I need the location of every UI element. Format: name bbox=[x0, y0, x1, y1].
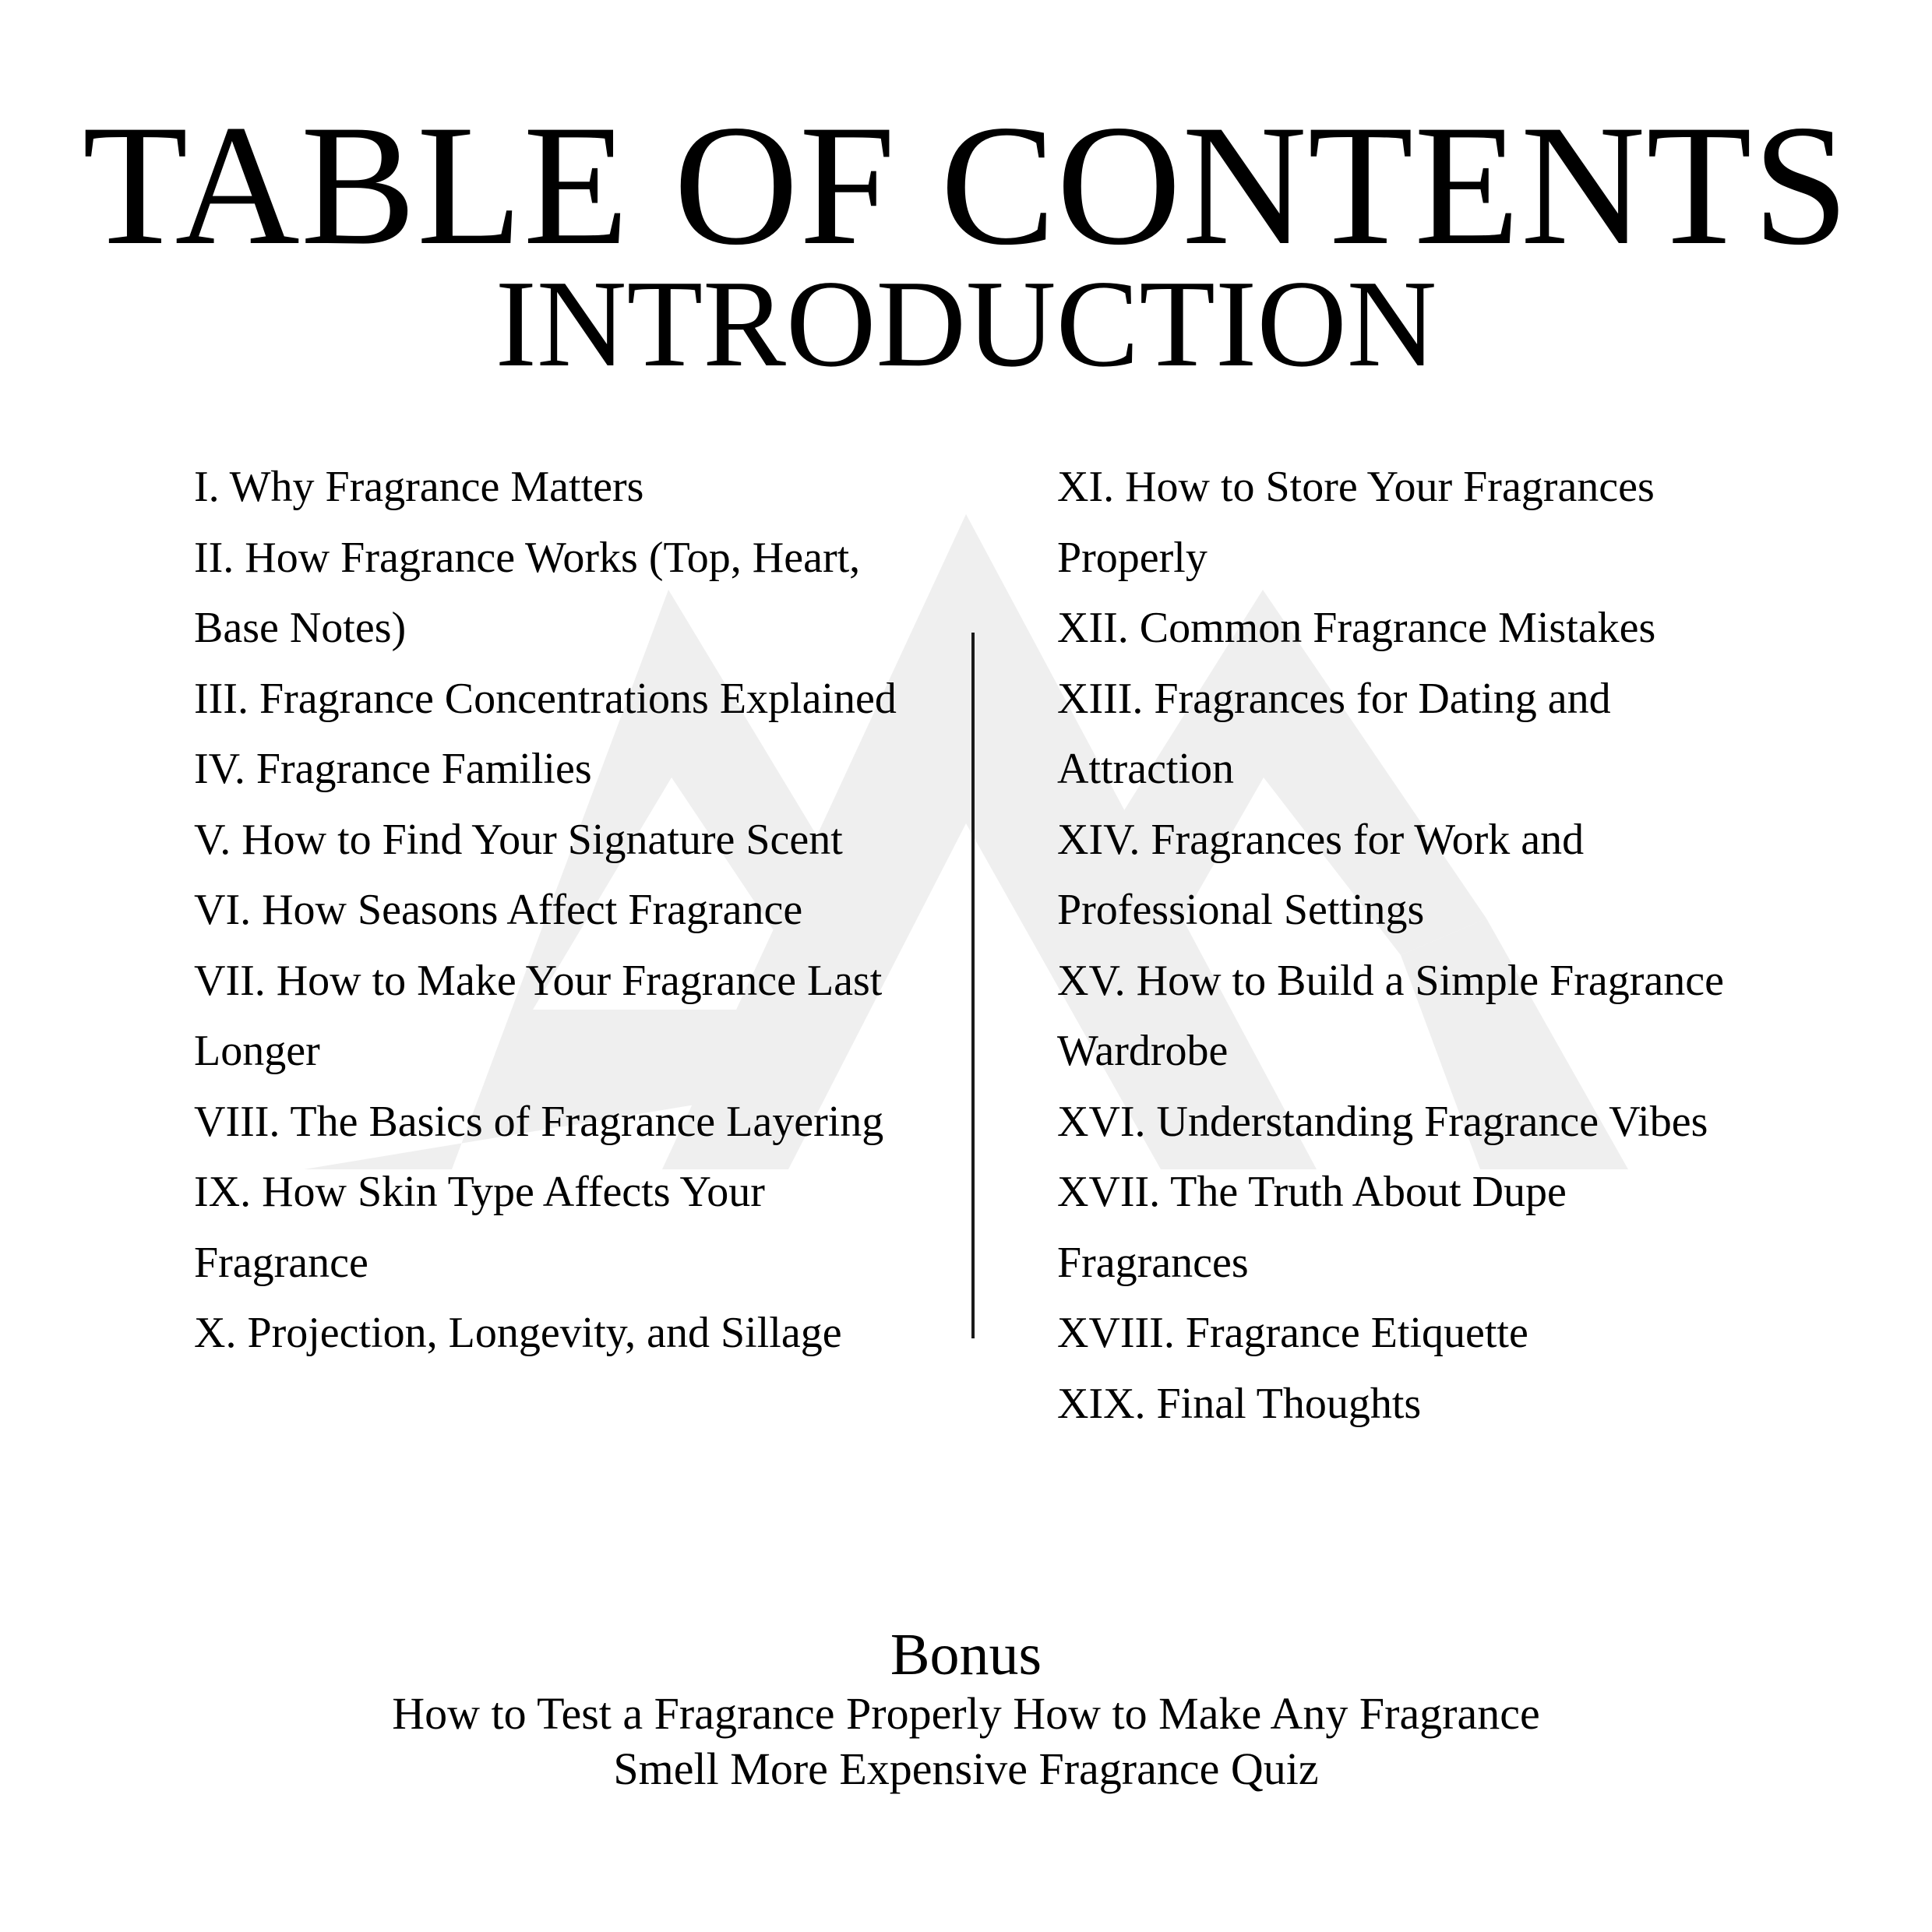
toc-item: III. Fragrance Concentrations Explained bbox=[194, 674, 897, 723]
toc-item: I. Why Fragrance Matters bbox=[194, 463, 644, 511]
toc-item: VIII. The Basics of Fragrance Layering bbox=[194, 1097, 884, 1146]
toc-item: XVI. Understanding Fragrance Vibes bbox=[1057, 1097, 1708, 1146]
toc-item: VI. How Seasons Affect Fragrance bbox=[194, 886, 803, 934]
toc-item: XI. How to Store Your Fragrances Properly bbox=[1057, 463, 1655, 582]
toc-item: XIII. Fragrances for Dating and Attraction bbox=[1057, 674, 1611, 793]
toc-item: XVII. The Truth About Dupe Fragrances bbox=[1057, 1168, 1567, 1287]
toc-item: IV. Fragrance Families bbox=[194, 745, 592, 793]
toc-item: VII. How to Make Your Fragrance Last Longer bbox=[194, 956, 883, 1075]
toc-item: XIV. Fragrances for Work and Professional Settings bbox=[1057, 815, 1585, 934]
toc-item: V. How to Find Your Signature Scent bbox=[194, 815, 843, 864]
toc-item: X. Projection, Longevity, and Sillage bbox=[194, 1309, 842, 1357]
toc-item: XIX. Final Thoughts bbox=[1057, 1379, 1422, 1428]
toc-left-column bbox=[194, 452, 911, 1369]
toc-right-column bbox=[1057, 452, 1758, 1439]
page-title: TABLE OF CONTENTS bbox=[82, 90, 1850, 281]
page-subtitle: INTRODUCTION bbox=[495, 254, 1437, 393]
toc-item: XV. How to Build a Simple Fragrance Wardrobe bbox=[1057, 956, 1724, 1075]
column-divider bbox=[971, 633, 975, 1338]
toc-item: II. How Fragrance Works (Top, Heart, Base Notes) bbox=[194, 533, 861, 652]
bonus-text: How to Test a Fragrance Properly How to Make Any Fragrance Smell More Expensive Fragrance Quiz bbox=[392, 1688, 1540, 1794]
toc-item: XVIII. Fragrance Etiquette bbox=[1057, 1309, 1528, 1357]
toc-item: IX. How Skin Type Affects Your Fragrance bbox=[194, 1168, 765, 1287]
bonus-heading: Bonus bbox=[890, 1622, 1042, 1687]
toc-item: XII. Common Fragrance Mistakes bbox=[1057, 604, 1656, 652]
